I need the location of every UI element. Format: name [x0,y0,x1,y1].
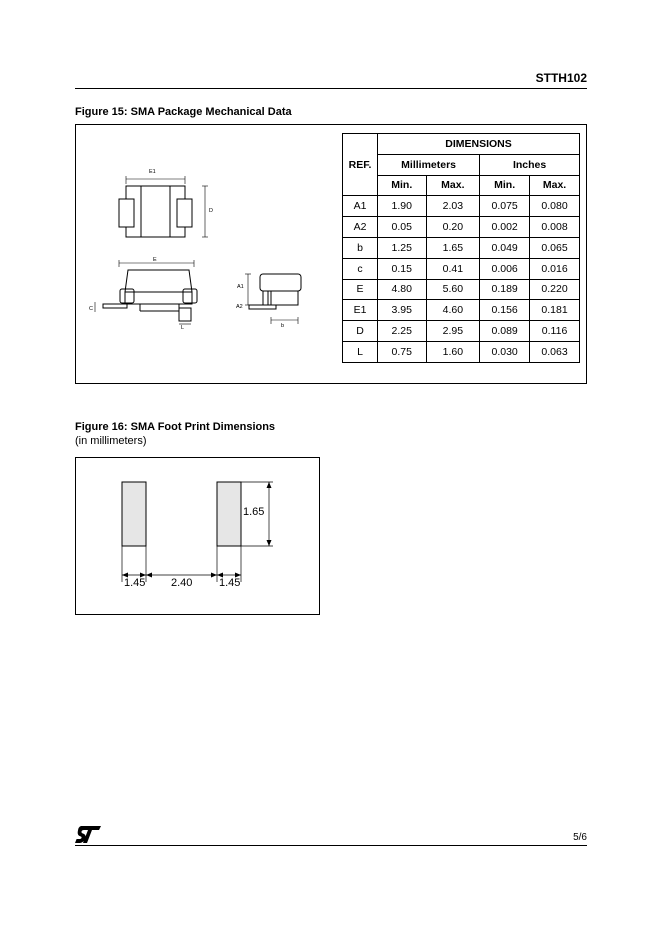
cell-ref: c [343,258,378,279]
header-in-min: Min. [480,175,530,196]
table-row [343,217,580,238]
right-pad [217,482,241,546]
cell-mm-min: 1.25 [378,237,427,258]
table-row [343,279,580,300]
label-b: b [281,323,285,329]
cell-ref: A2 [343,217,378,238]
dim-pad-width-left: 1.45 [124,577,146,589]
cell-in-min: 0.002 [480,217,530,238]
dim-gap: 2.40 [171,577,193,589]
label-a2: A2 [236,304,243,310]
table-row [343,300,580,321]
header-dimensions: DIMENSIONS [378,134,580,155]
header-rule [75,88,587,89]
cell-in-max: 0.016 [530,258,580,279]
cell-in-min: 0.075 [480,196,530,217]
label-l: L [181,325,185,331]
left-pad [122,482,146,546]
cell-in-max: 0.220 [530,279,580,300]
table-row [343,237,580,258]
cell-mm-max: 5.60 [426,279,480,300]
cell-mm-min: 0.75 [378,341,427,362]
cell-mm-min: 0.15 [378,258,427,279]
header-inches: Inches [480,154,580,175]
label-d: D [209,208,213,214]
cell-in-min: 0.089 [480,321,530,342]
cell-mm-max: 2.03 [426,196,480,217]
label-e1: E1 [149,169,156,175]
figure-15-title: Figure 15: SMA Package Mechanical Data [75,106,292,118]
cell-in-max: 0.065 [530,237,580,258]
cell-in-min: 0.006 [480,258,530,279]
cell-mm-max: 1.60 [426,341,480,362]
part-number: STTH102 [535,71,587,85]
side-view [95,260,197,324]
cell-ref: b [343,237,378,258]
cell-mm-max: 0.20 [426,217,480,238]
end-view [245,274,301,324]
cell-mm-min: 0.05 [378,217,427,238]
cell-mm-max: 2.95 [426,321,480,342]
cell-ref: L [343,341,378,362]
cell-in-min: 0.049 [480,237,530,258]
sma-package-drawing [75,124,340,384]
cell-in-max: 0.080 [530,196,580,217]
top-view [119,176,208,237]
dimensions-table [342,133,580,363]
table-row [343,341,580,362]
header-millimeters: Millimeters [378,154,480,175]
cell-in-min: 0.189 [480,279,530,300]
header-in-max: Max. [530,175,580,196]
cell-ref: E1 [343,300,378,321]
table-row [343,258,580,279]
label-a1: A1 [237,284,244,290]
cell-mm-max: 4.60 [426,300,480,321]
footprint-drawing [75,457,320,615]
cell-in-min: 0.030 [480,341,530,362]
cell-mm-max: 1.65 [426,237,480,258]
cell-mm-min: 1.90 [378,196,427,217]
cell-in-max: 0.181 [530,300,580,321]
dim-pad-width-right: 1.45 [219,577,241,589]
cell-ref: E [343,279,378,300]
table-row [343,321,580,342]
header-mm-min: Min. [378,175,427,196]
label-e: E [153,257,157,263]
cell-mm-min: 3.95 [378,300,427,321]
cell-ref: A1 [343,196,378,217]
cell-mm-min: 4.80 [378,279,427,300]
cell-in-max: 0.063 [530,341,580,362]
header-mm-max: Max. [426,175,480,196]
cell-in-max: 0.008 [530,217,580,238]
table-row [343,196,580,217]
dim-pad-height: 1.65 [243,506,265,518]
header-ref: REF. [343,134,378,196]
cell-ref: D [343,321,378,342]
label-c: C [89,306,93,312]
cell-mm-min: 2.25 [378,321,427,342]
st-logo-icon [75,826,101,843]
figure-16-title: Figure 16: SMA Foot Print Dimensions [75,421,276,433]
cell-mm-max: 0.41 [426,258,480,279]
page-number: 5/6 [573,832,587,843]
figure-16-subtitle: (in millimeters) [75,435,147,447]
cell-in-max: 0.116 [530,321,580,342]
footer-rule [75,845,587,846]
cell-in-min: 0.156 [480,300,530,321]
